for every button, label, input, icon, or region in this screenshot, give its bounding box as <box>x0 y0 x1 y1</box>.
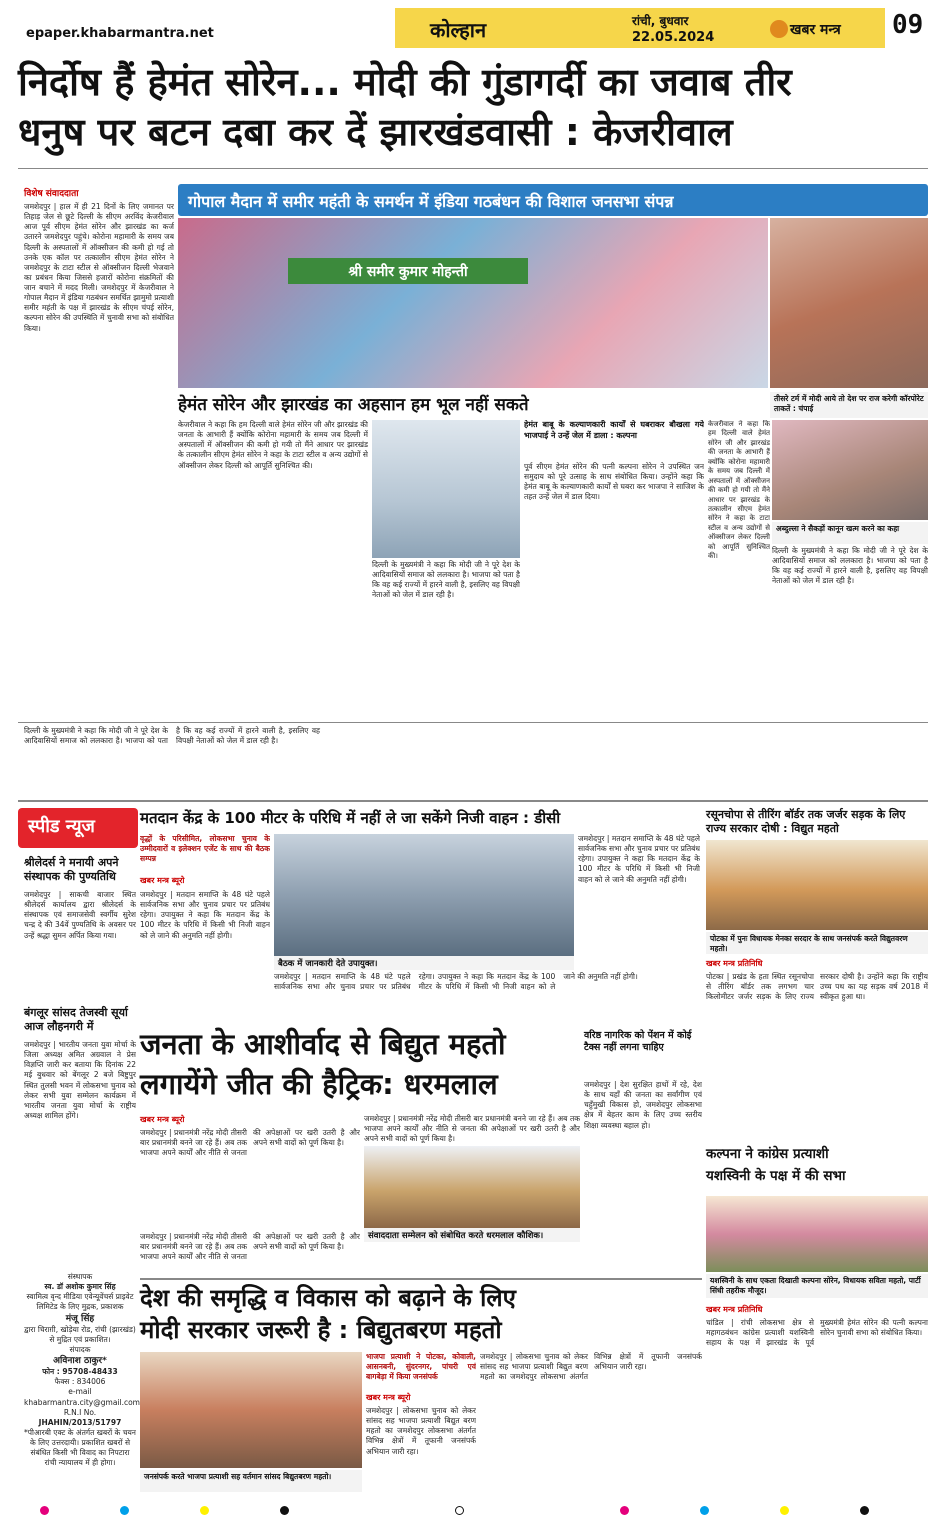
registration-dot-icon <box>40 1506 49 1515</box>
divider <box>18 168 928 169</box>
bottom-article: दिल्ली के मुख्यमंत्री ने कहा कि मोदी जी ने पूरे देश के आदिवासियों समाज को ललकारा है। भाजपा को पता है कि वह कई राज्यों में हारने वाली है, इसलिए वह विपक्षी नेताओं को जेल में डाल रही है। <box>24 726 320 746</box>
dc-photo <box>274 834 574 956</box>
col2-article: केजरीवाल ने कहा कि हम दिल्ली वाले हेमंत सोरेन जी और झारखंड की जनता के आभारी हैं क्योंकि कोरोना महामारी के समय जब दिल्ली में अस्पतालों में ऑक्सीजन की कमी हो गयी तो मैंने आधार पर झारखंड के तत्कालीन सीएम हेमंत सोरेन ने कहा के टाटा स्टील व अन्य उद्योगों से ऑक्सीजन लेकर दिल्ली को आपूर्ति सुनिश्चित की। <box>178 420 368 470</box>
vidyut-text: पोटका | प्रखंड के हता स्थित रसूनचोपा से तीरिंग बॉर्डर तक लगभग चार किलोमीटर जर्जर सड़क के लिए राज्य सरकार दोषी है। उन्होंने कहा कि राष्ट्रीय उच्च पथ का यह सड़क वर्ष 2018 में स्वीकृत हुआ था। <box>706 972 928 1002</box>
rni-number: JHAHIN/2013/51797 <box>38 1417 122 1427</box>
meeting-photo <box>772 420 928 520</box>
registration-dot-icon <box>860 1506 869 1515</box>
main-headline-2: धनुष पर बटन दबा कर दें झारखंडवासी : केजरीवाल <box>18 110 733 154</box>
lead-byline: विशेष संवाददाता <box>24 189 79 199</box>
brief-1-title: श्रीलेदर्स ने मनायी अपने संस्थापक की पुण्यतिथि <box>24 856 119 883</box>
main-headline-1: निर्दोष हैं हेमंत सोरेन... मोदी की गुंडागर्दी का जवाब तीर <box>18 60 792 104</box>
epaper-url[interactable]: epaper.khabarmantra.net <box>26 26 214 41</box>
dharamlal-headline-2: लगायेंगे जीत की हैट्रिक: धरमलाल <box>140 1067 498 1101</box>
stage-banner: श्री समीर कुमार मोहन्ती <box>288 258 528 284</box>
editor-label: संपादक <box>69 1344 91 1354</box>
crosshair-icon <box>455 1506 464 1515</box>
fax-number: फैक्स : 834006 <box>54 1377 106 1387</box>
lead-article: जमशेदपुर | हाल में ही 21 दिनों के लिए जमानत पर तिहाड़ जेल से छूटे दिल्ली के सीएम अरविंद केजरीवाल आज पूर्व सीएम हेमंत सोरेन और झारखंड का कर्ज उतारने जमशेदपुर पहुंचे। कोरोना महामारी के समय जब दिल्ली के अस्पतालों में ऑक्सीजन की कमी हो गई तो उनके एक कॉल पर तत्कालीन सीएम हेमंत सोरेन ने जमशेदपुर के टाटा स्टील से ऑक्सीजन दिल्ली भेजवाने का प्रबंधन किया जिससे हजारों कोरोना संक्रमितों की जान बचाने में मदद मिली। जमशेदपुर में केजरीवाल ने गोपाल मैदान में इंडिया गठबंधन समर्थित झामुमो प्रत्याशी समीर महंती के पक्ष में झारखंड के सीएम चंपई सोरेन, कल्पना सोरेन की उपस्थिति में चुनावी सभा को संबोधित किया। <box>24 202 174 333</box>
dharamlal-photo-caption: संवाददाता सम्मेलन को संबोधित करते धरमलाल कौशिक। <box>364 1228 580 1242</box>
vidyut-headline: रसूनचोपा से तीरिंग बॉर्डर तक जर्जर सड़क के लिए राज्य सरकार दोषी : विद्युत महतो <box>706 808 906 835</box>
divider <box>18 800 928 802</box>
dc-byline: खबर मन्त्र ब्यूरो <box>140 876 185 885</box>
page-number: 09 <box>892 10 924 40</box>
modi-text-2: जमशेदपुर | लोकसभा चुनाव को लेकर सांसद सह भाजपा प्रत्याशी बिद्युत बरण महतो का जमशेदपुर लोकसभा अंतर्गत विभिन्न क्षेत्रों में तूफानी जनसंपर्क अभियान जारी रहा। <box>480 1352 702 1382</box>
senior-text: जमशेदपुर | देश सुरक्षित हाथों में रहे, देश के साथ यहाँ की जनता का सर्वांगीण एवं चहुँमुखी विकास हो, जमशेदपुर लोकसभा क्षेत्र में बेहतर काम के लिए उच्च स्तरीय शिक्षा व्यवस्था बहाल हो। <box>584 1080 702 1130</box>
kalpana-photo <box>706 1196 928 1272</box>
col5-article: दिल्ली के मुख्यमंत्री ने कहा कि मोदी जी ने पूरे देश के आदिवासियों समाज को ललकारा है। भाजपा को पता है कि वह कई राज्यों में हारने वाली है, इसलिए वह विपक्षी नेताओं को जेल में डाल रही है। <box>772 546 928 586</box>
publisher-info: स्वामित्व वृन्द मीडिया एवेन्यूवेंचर्स प्राइवेट लिमिटेड के लिए मुद्रक, प्रकाशक <box>26 1292 134 1312</box>
event-banner: गोपाल मैदान में समीर महंती के समर्थन में इंडिया गठबंधन की विशाल जनसभा संपन्न <box>178 184 928 216</box>
founder-label: संस्थापक <box>67 1272 93 1281</box>
kalpana-headline-2: यशस्विनी के पक्ष में की सभा <box>706 1168 846 1184</box>
registration-dot-icon <box>200 1506 209 1515</box>
dc-photo-caption: बैठक में जानकारी देते उपायुक्त। <box>274 956 574 970</box>
modi-byline: खबर मन्त्र ब्यूरो <box>366 1393 411 1402</box>
registration-dot-icon <box>280 1506 289 1515</box>
speed-news-badge: स्पीड न्यूज <box>18 808 138 848</box>
edition-date: 22.05.2024 <box>632 30 715 45</box>
registration-dot-icon <box>120 1506 129 1515</box>
kalpana-byline: खबर मन्त्र प्रतिनिधि <box>706 1305 763 1314</box>
publisher-name: मंजू सिंह <box>65 1313 95 1324</box>
dc-sub: वृद्धों के परिसीमित, लोकसभा चुनाव के उम्मीदवारों व इलेक्शन एजेंट के साथ की बैठक सम्पन्न <box>140 834 270 864</box>
col-below-photo: दिल्ली के मुख्यमंत्री ने कहा कि मोदी जी ने पूरे देश के आदिवासियों समाज को ललकारा है। भाजपा को पता है कि वह कई राज्यों में हारने वाली है, इसलिए वह विपक्षी नेताओं को जेल में डाल रही है। <box>372 560 520 600</box>
registration-dot-icon <box>700 1506 709 1515</box>
mid-caption: हेमंत बाबू के कल्याणकारी कार्यों से घबराकर बौखला गये भाजपाई ने उन्हें जेल में डाला : कल्पना <box>524 420 704 440</box>
senior-headline: वरिष्ठ नागरिक को पेंशन में कोई टैक्स नहीं लगना चाहिए <box>584 1030 692 1053</box>
dc-text-3: जमशेदपुर | मतदान समाप्ति के 48 घंटे पहले सार्वजनिक सभा और चुनाव प्रचार पर प्रतिबंध रहेगा। उपायुक्त ने कहा कि मतदान केंद्र के 100 मीटर के परिधि में किसी भी निजी वाहन को ले जाने की अनुमति नहीं होगी। <box>578 834 700 884</box>
divider <box>18 722 928 723</box>
divider <box>140 1278 702 1280</box>
founder-name: स्व. डॉ अशोक कुमार सिंह <box>44 1282 116 1292</box>
modi-photo-caption: जनसंपर्क करते भाजपा प्रत्याशी सह वर्तमान सांसद बिद्युतबरण महतो। <box>140 1470 362 1492</box>
phone-number: फोन : 95708-48433 <box>42 1367 118 1377</box>
city-day: रांची, बुधवार <box>632 14 689 28</box>
dharamlal-byline: खबर मन्त्र ब्यूरो <box>140 1115 185 1124</box>
dharamlal-text-2: जमशेदपुर | प्रधानमंत्री नरेंद्र मोदी तीसरी बार प्रधानमंत्री बनने जा रहे हैं। अब तक भाजपा अपने कार्यों और नीति से जनता की अपेक्षाओं पर खरी उतरी है और अपने सभी वादों को पूर्ण किया है। <box>364 1114 580 1144</box>
vidyut-byline: खबर मन्त्र प्रतिनिधि <box>706 959 763 968</box>
print-registration-bar <box>0 1502 945 1517</box>
col3-article: पूर्व सीएम हेमंत सोरेन की पत्नी कल्पना सोरेन ने उपस्थित जन समुदाय को पूरे उत्साह के साथ संबोधित किया। उन्होंने कहा कि हेमंत बाबू के कल्याणकारी कार्यों से घबरा कर भाजपा ने साजिश के तहत उन्हें जेल में डाल दिया। <box>524 462 704 502</box>
brand-name: खबर मन्त्र <box>790 22 841 38</box>
registration-dot-icon <box>780 1506 789 1515</box>
vidyut-photo <box>706 840 928 930</box>
right-caption-1: तीसरे टर्म में मोदी आये तो देश पर राज करेगी कॉरपोरेट ताकतें : चंपाई <box>770 392 928 418</box>
modi-sub: भाजपा प्रत्याशी ने पोटका, कोवाली, आसनबनी, सुंदरनगर, पांचरी एवं बागबेड़ा में किया जनसंपर्क <box>366 1352 476 1382</box>
brief-2-title: बंगलूर सांसद तेजस्वी सूर्या आज लौहनगरी में <box>24 1006 128 1033</box>
dharamlal-photo <box>364 1146 580 1228</box>
kalpana-photo-caption: यशस्विनी के साथ एकता दिखाती कल्पना सोरेन, विधायक सविता महतो, पार्टी सिंधी तहरीक मौजूद। <box>706 1274 928 1298</box>
press-info: द्वारा चिराग़ी, खोड़ेया रोड, रांची (झारखंड) से मुद्रित एवं प्रकाशित। <box>24 1324 136 1344</box>
legal-note: *पीआरबी एक्ट के अंतर्गत खबरों के चयन के लिए उत्तरदायी। प्रकाशित खबरों से संबंधित किसी भी विवाद का निपटारा रांची न्यायालय में ही होगा। <box>24 1427 136 1468</box>
modi-text-1: जमशेदपुर | लोकसभा चुनाव को लेकर सांसद सह भाजपा प्रत्याशी बिद्युत बरण महतो का जमशेदपुर लोकसभा अंतर्गत विभिन्न क्षेत्रों में तूफानी जनसंपर्क अभियान जारी रहा। <box>366 1406 476 1456</box>
rally-photo <box>178 218 768 388</box>
email-address[interactable]: khabarmantra.city@gmail.com <box>24 1397 140 1407</box>
registration-dot-icon <box>620 1506 629 1515</box>
col4-article: केजरीवाल ने कहा कि हम दिल्ली वाले हेमंत सोरेन जी और झारखंड की जनता के आभारी हैं क्योंकि कोरोना महामारी के समय जब दिल्ली में अस्पतालों में ऑक्सीजन की कमी हो गयी तो मैंने आधार पर झारखंड के तत्कालीन सीएम हेमंत सोरेन ने कहा के टाटा स्टील व अन्य उद्योगों से ऑक्सीजन लेकर दिल्ली को आपूर्ति सुनिश्चित की। <box>708 420 770 561</box>
vidyut-photo-caption: पोटका में पुनः विधायक मेनका सरदार के साथ जनसंपर्क करते विद्युतवरण महतो। <box>706 932 928 954</box>
kalpana-text: चांडिल | रांची लोकसभा क्षेत्र से महागठबंधन कांग्रेस प्रत्याशी यशस्विनी सहाय के पक्ष में झारखंड के पूर्व मुख्यमंत्री हेमंत सोरेन की पत्नी कल्पना सोरेन चुनावी सभा को संबोधित किया। <box>706 1318 928 1348</box>
speaker-photo <box>770 218 928 388</box>
dc-text-1: जमशेदपुर | मतदान समाप्ति के 48 घंटे पहले सार्वजनिक सभा और चुनाव प्रचार पर प्रतिबंध रहेगा। उपायुक्त ने कहा कि मतदान केंद्र के 100 मीटर के परिधि में किसी भी निजी वाहन को ले जाने की अनुमति नहीं होगी। <box>140 890 270 940</box>
right-caption-2: अब्दुल्ला ने सैकड़ों कानून खत्म करने का कहा <box>772 522 928 544</box>
modi-headline-2: मोदी सरकार जरूरी है : बिद्युतबरण महतो <box>140 1316 502 1344</box>
dc-headline: मतदान केंद्र के 100 मीटर के परिधि में नहीं ले जा सकेंगे निजी वाहन : डीसी <box>140 809 561 827</box>
dharamlal-headline-1: जनता के आशीर्वाद से बिद्युत महतो <box>140 1027 506 1061</box>
modi-photo <box>140 1352 362 1468</box>
sub-headline: हेमंत सोरेन और झारखंड का अहसान हम भूल नहीं सकते <box>178 395 529 415</box>
modi-headline-1: देश की समृद्धि व विकास को बढ़ाने के लिए <box>140 1284 516 1312</box>
section-name: कोल्हान <box>430 18 487 42</box>
brief-2-text: जमशेदपुर | भारतीय जनता युवा मोर्चा के जिला अध्यक्ष अमित अग्रवाल ने प्रेस विज्ञप्ति जारी कर बताया कि दिनांक 22 मई बुधवार को बेंगलूर 2 बजे बिष्टुपुर स्थित तुलसी भवन में लोकसभा चुनाव को लेकर सभी युवा सम्मेलन कार्यक्रम में भारतीय जनता युवा मोर्चा के राष्ट्रीय अध्यक्ष शामिल होंगे। <box>24 1040 136 1120</box>
kalpana-headline-1: कल्पना ने कांग्रेस प्रत्याशी <box>706 1146 829 1162</box>
page-header <box>0 0 945 56</box>
dharamlal-text-1: जमशेदपुर | प्रधानमंत्री नरेंद्र मोदी तीसरी बार प्रधानमंत्री बनने जा रहे हैं। अब तक भाजपा अपने कार्यों और नीति से जनता की अपेक्षाओं पर खरी उतरी है और अपने सभी वादों को पूर्ण किया है। <box>140 1128 360 1158</box>
rni-label: R.N.I No. <box>63 1407 97 1417</box>
imprint-box <box>24 1272 140 1468</box>
brief-1-text: जमशेदपुर | साकची बाजार स्थित श्रीलेदर्स कार्यालय द्वारा श्रीलेदर्स के संस्थापक एवं समाजसेवी स्वर्गीय सुरेश चन्द्र दे की 34वें पुण्यतिथि के अवसर पर उन्हें श्रद्धा सुमन अर्पित किया गया। <box>24 890 136 940</box>
dc-text-2: जमशेदपुर | मतदान समाप्ति के 48 घंटे पहले सार्वजनिक सभा और चुनाव प्रचार पर प्रतिबंध रहेगा। उपायुक्त ने कहा कि मतदान केंद्र के 100 मीटर के परिधि में किसी भी निजी वाहन को ले जाने की अनुमति नहीं होगी। <box>274 972 638 992</box>
email-label: e-mail <box>68 1387 92 1397</box>
kejriwal-photo <box>372 420 520 558</box>
editor-name: अविनाश ठाकुर* <box>53 1356 107 1367</box>
brand-logo-icon <box>770 20 788 38</box>
dharamlal-text-3: जमशेदपुर | प्रधानमंत्री नरेंद्र मोदी तीसरी बार प्रधानमंत्री बनने जा रहे हैं। अब तक भाजपा अपने कार्यों और नीति से जनता की अपेक्षाओं पर खरी उतरी है और अपने सभी वादों को पूर्ण किया है। <box>140 1232 360 1262</box>
